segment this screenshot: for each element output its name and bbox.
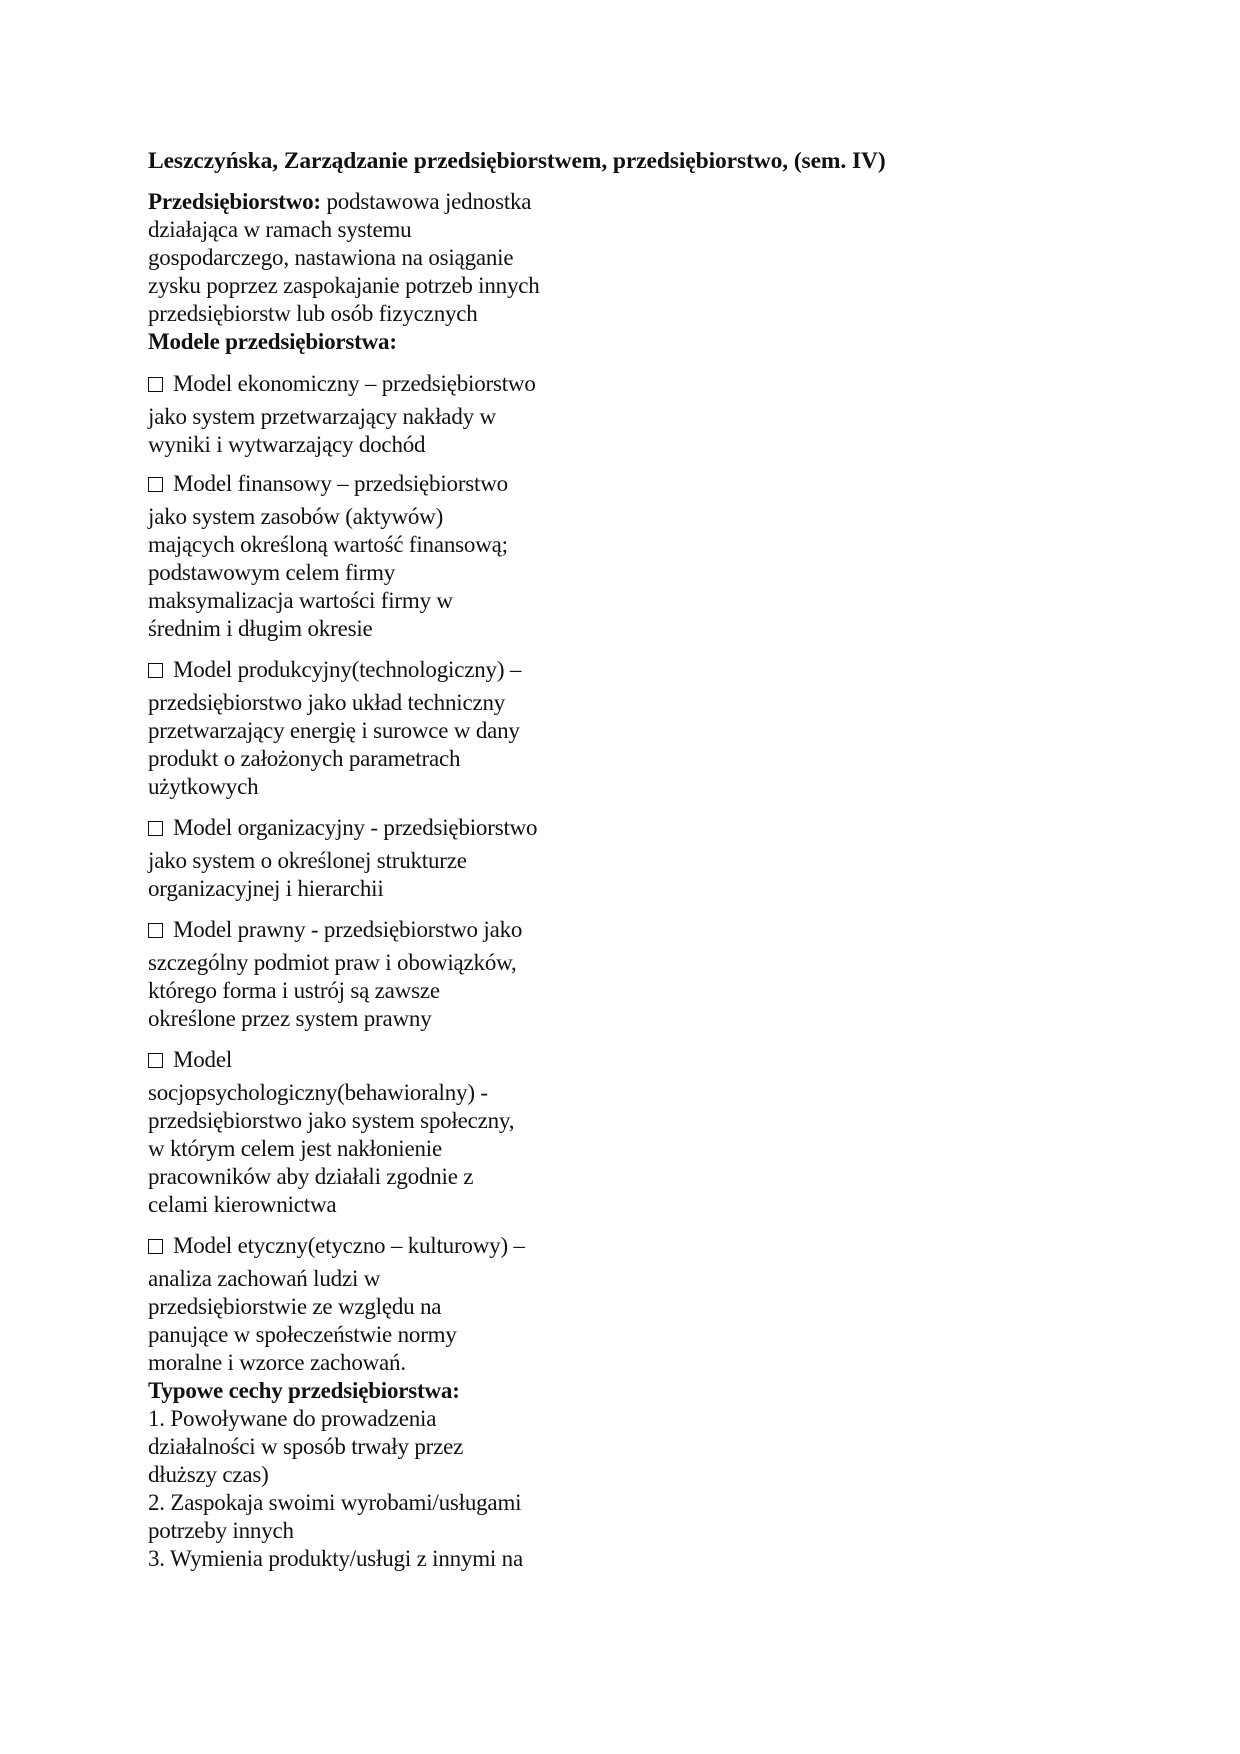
model-item-socjopsychologiczny: Model [148, 1046, 232, 1074]
model-item-finansowy: Model finansowy – przedsiębiorstwo [148, 470, 508, 498]
feature-line: 3. Wymienia produkty/usługi z innymi na [148, 1546, 523, 1571]
model-line: podstawowym celem firmy [148, 560, 396, 585]
model-line: szczególny podmiot praw i obowiązków, [148, 950, 517, 975]
definition-line: działająca w ramach systemu [148, 217, 412, 242]
feature-line: 1. Powoływane do prowadzenia [148, 1406, 437, 1431]
model-line: mających określoną wartość finansową; [148, 532, 508, 557]
model-line: maksymalizacja wartości firmy w [148, 588, 453, 613]
definition-line: gospodarczego, nastawiona na osiąganie [148, 245, 514, 270]
model-line: produkt o założonych parametrach [148, 746, 461, 771]
model-line: określone przez system prawny [148, 1006, 432, 1031]
model-line: moralne i wzorce zachowań. [148, 1350, 406, 1375]
model-line: pracowników aby działali zgodnie z [148, 1164, 474, 1189]
square-bullet-icon [148, 377, 163, 392]
feature-line: 2. Zaspokaja swoimi wyrobami/usługami [148, 1490, 522, 1515]
model-line: przetwarzający energię i surowce w dany [148, 718, 520, 743]
square-bullet-icon [148, 923, 163, 938]
definition-term: Przedsiębiorstwo: [148, 189, 321, 214]
model-line: użytkowych [148, 774, 259, 799]
features-heading: Typowe cechy przedsiębiorstwa: [148, 1378, 460, 1403]
model-line: jako system o określonej strukturze [148, 848, 467, 873]
models-heading: Modele przedsiębiorstwa: [148, 329, 397, 354]
model-line: panujące w społeczeństwie normy [148, 1322, 457, 1347]
feature-line: dłuższy czas) [148, 1462, 269, 1487]
model-line: organizacyjnej i hierarchii [148, 876, 384, 901]
feature-line: działalności w sposób trwały przez [148, 1434, 464, 1459]
model-line: wyniki i wytwarzający dochód [148, 432, 426, 457]
square-bullet-icon [148, 821, 163, 836]
definition-text: podstawowa jednostka [320, 189, 532, 214]
model-line: socjopsychologiczny(behawioralny) - [148, 1080, 488, 1105]
model-item-produkcyjny: Model produkcyjny(technologiczny) – [148, 656, 521, 684]
model-line: celami kierownictwa [148, 1192, 337, 1217]
model-line: w którym celem jest nakłonienie [148, 1136, 442, 1161]
definition-line: zysku poprzez zaspokajanie potrzeb innych [148, 273, 540, 298]
definition-line: przedsiębiorstw lub osób fizycznych [148, 301, 478, 326]
definition-first-line [148, 188, 531, 216]
model-line: przedsiębiorstwo jako system społeczny, [148, 1108, 515, 1133]
model-item-prawny: Model prawny - przedsiębiorstwo jako [148, 916, 522, 944]
model-line: którego forma i ustrój są zawsze [148, 978, 440, 1003]
model-line: przedsiębiorstwo jako układ techniczny [148, 690, 506, 715]
square-bullet-icon [148, 477, 163, 492]
model-line: średnim i długim okresie [148, 616, 373, 641]
model-line: jako system przetwarzający nakłady w [148, 404, 496, 429]
square-bullet-icon [148, 1053, 163, 1068]
model-line: jako system zasobów (aktywów) [148, 504, 444, 529]
model-item-ekonomiczny: Model ekonomiczny – przedsiębiorstwo [148, 370, 536, 398]
model-line: analiza zachowań ludzi w [148, 1266, 381, 1291]
square-bullet-icon [148, 1239, 163, 1254]
document-title: Leszczyńska, Zarządzanie przedsiębiorstwem, przedsiębiorstwo, (sem. IV) [148, 148, 886, 174]
feature-line: potrzeby innych [148, 1518, 294, 1543]
model-item-etyczny: Model etyczny(etyczno – kulturowy) – [148, 1232, 525, 1260]
square-bullet-icon [148, 663, 163, 678]
model-item-organizacyjny: Model organizacyjny - przedsiębiorstwo [148, 814, 537, 842]
model-line: przedsiębiorstwie ze względu na [148, 1294, 442, 1319]
